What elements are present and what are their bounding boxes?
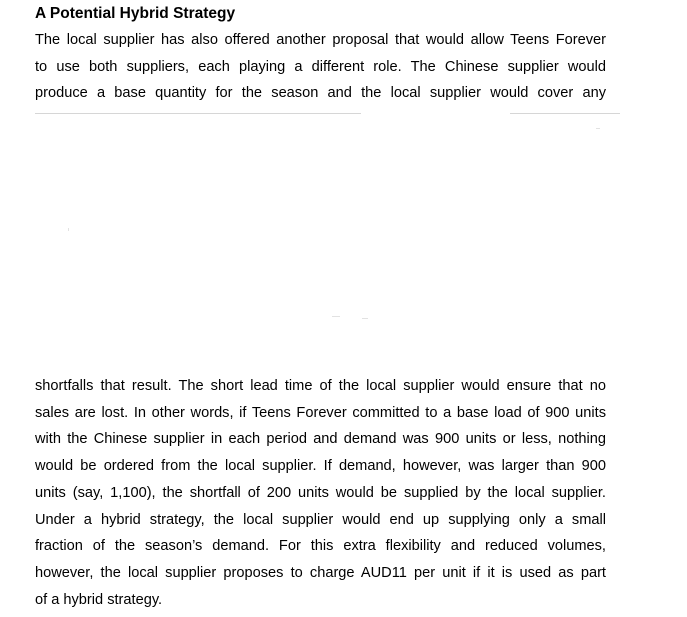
artifact-mark: [332, 316, 340, 317]
faint-rule-left: [35, 113, 361, 114]
intro-line-1: The local supplier has also offered another proposal that would allow Teens Forever: [35, 32, 606, 48]
body-line-7: fraction of the season’s demand. For this extra flexibility and reduced volumes,: [35, 538, 606, 555]
body-line-1: shortfalls that result. The short lead time of the local supplier would ensure that no: [35, 378, 606, 394]
artifact-mark: [362, 318, 368, 319]
body-line-4: would be ordered from the local supplier. If demand, however, was larger than 900: [35, 458, 606, 475]
body-line-2: sales are lost. In other words, if Teens Forever committed to a base load of 900 units: [35, 404, 606, 421]
faint-rule-right: [510, 113, 620, 114]
body-line-6: Under a hybrid strategy, the local supplier would end up supplying only a small: [35, 511, 606, 528]
body-line-9: of a hybrid strategy.: [35, 591, 163, 608]
continuation-paragraph: [35, 373, 606, 613]
body-line-5: units (say, 1,100), the shortfall of 200 units would be supplied by the local supplier.: [35, 484, 606, 501]
body-line-8: however, the local supplier proposes to charge AUD11 per unit if it is used as part: [35, 564, 606, 581]
body-line-3: with the Chinese supplier in each period and demand was 900 units or less, nothing: [35, 431, 606, 448]
intro-line-3: produce a base quantity for the season and the local supplier would cover any: [35, 85, 606, 102]
artifact-mark: [596, 128, 600, 129]
intro-paragraph: [35, 27, 606, 107]
section-heading: A Potential Hybrid Strategy: [35, 5, 236, 22]
intro-line-2: to use both suppliers, each playing a different role. The Chinese supplier would: [35, 58, 606, 75]
artifact-mark: [68, 228, 69, 231]
